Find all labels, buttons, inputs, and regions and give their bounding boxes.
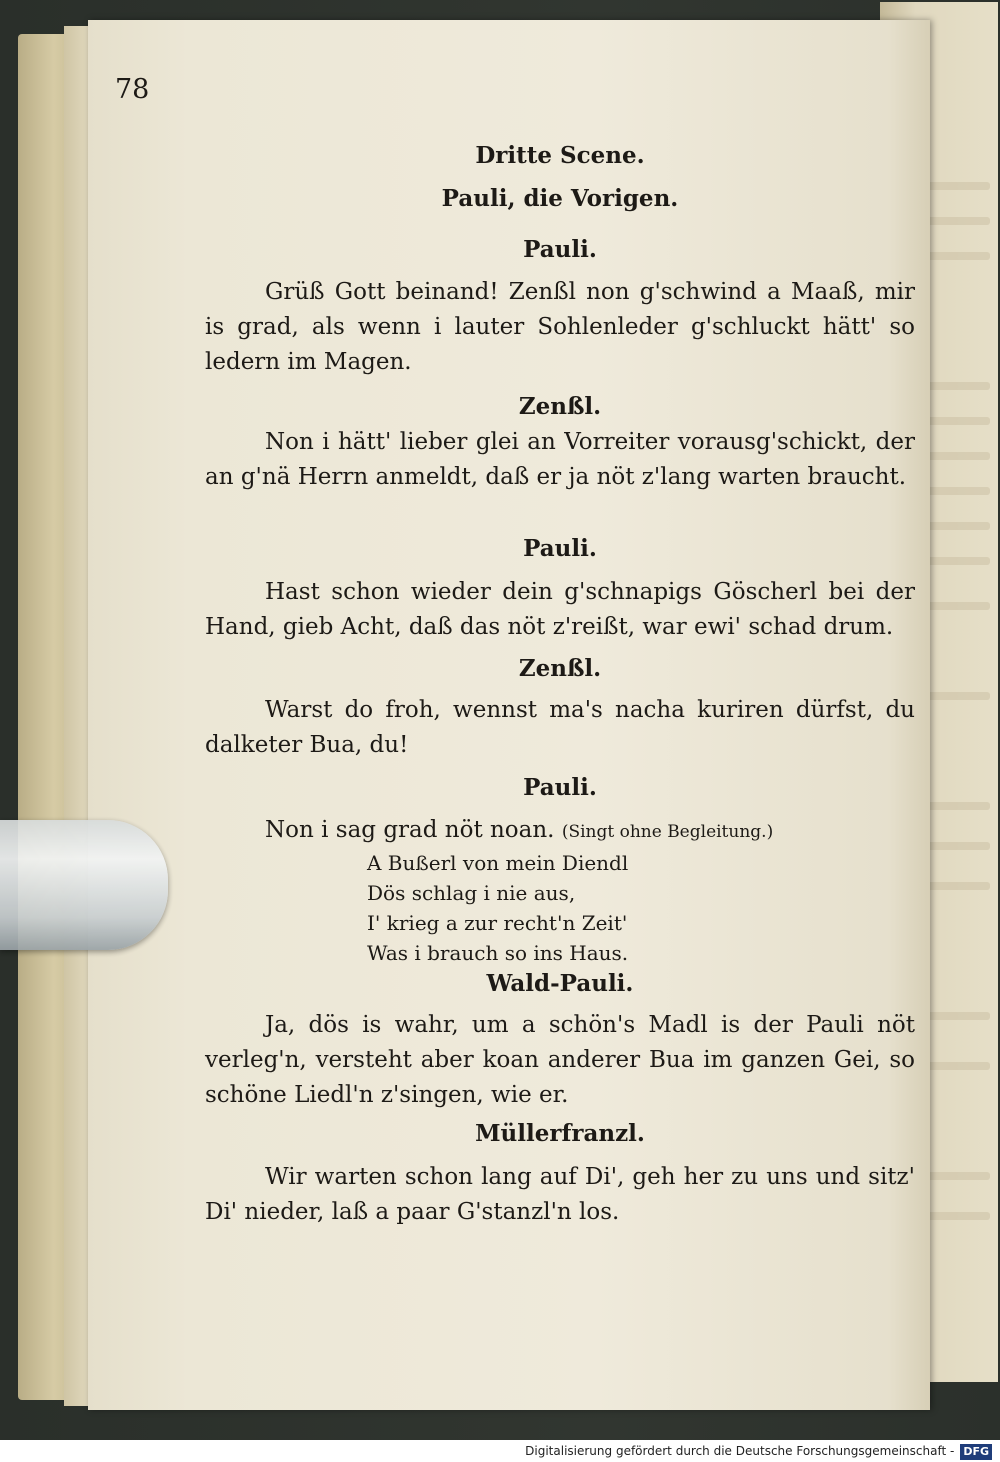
funding-note: Digitalisierung gefördert durch die Deutsche Forschungsgemeinschaft - (525, 1444, 955, 1458)
dialogue-paragraph: Ja, dös is wahr, um a schön's Madl is der Pauli nöt verleg'n, versteht aber koan anderer Bua im ganzen Gei, so schöne Liedl'n z'singen, wie er. (205, 1012, 915, 1108)
page-holder-clip (0, 820, 168, 950)
song-line: I' krieg a zur recht'n Zeit' (367, 911, 628, 935)
speaker-label: Pauli. (523, 236, 597, 263)
speaker-label: Pauli. (523, 535, 597, 562)
dialogue-paragraph: Non i hätt' lieber glei an Vorreiter vorausg'schickt, der an g'nä Herrn anmeldt, daß er ja nöt z'lang warten braucht. (205, 429, 915, 490)
speaker-label: Zenßl. (518, 655, 602, 682)
song-line: Was i brauch so ins Haus. (367, 941, 629, 965)
speaker-label: Zenßl. (518, 393, 602, 420)
cast-line: Pauli, die Vorigen. (441, 185, 679, 212)
dialogue-paragraph: Wir warten schon lang auf Di', geh her zu uns und sitz' Di' nieder, laß a paar G'stanzl'n los. (205, 1164, 915, 1225)
song-line: A Bußerl von mein Diendl (367, 851, 629, 875)
dialogue-paragraph (205, 813, 915, 850)
song-line: Dös schlag i nie aus, (367, 881, 576, 905)
page-number: 78 (115, 74, 150, 105)
speaker-label: Pauli. (523, 774, 597, 801)
speaker-label: Müllerfranzl. (475, 1120, 645, 1147)
footer-bar (0, 1440, 1000, 1462)
speaker-label: Wald-Pauli. (486, 970, 634, 997)
dfg-logo: DFG (960, 1444, 992, 1460)
dialogue-paragraph: Grüß Gott beinand! Zenßl non g'schwind a Maaß, mir is grad, als wenn i lauter Sohlenleder g'schluckt hätt' so ledern im Magen. (205, 279, 915, 375)
scene-title: Dritte Scene. (475, 142, 645, 169)
dialogue-text: Non i sag grad nöt noan. (265, 817, 555, 843)
dialogue-paragraph: Warst do froh, wennst ma's nacha kuriren dürfst, du dalketer Bua, du! (205, 697, 915, 758)
dialogue-paragraph: Hast schon wieder dein g'schnapigs Göscherl bei der Hand, gieb Acht, daß das nöt z'reißt, war ewi' schad drum. (205, 579, 915, 640)
stage-direction: (Singt ohne Begleitung.) (561, 822, 774, 842)
